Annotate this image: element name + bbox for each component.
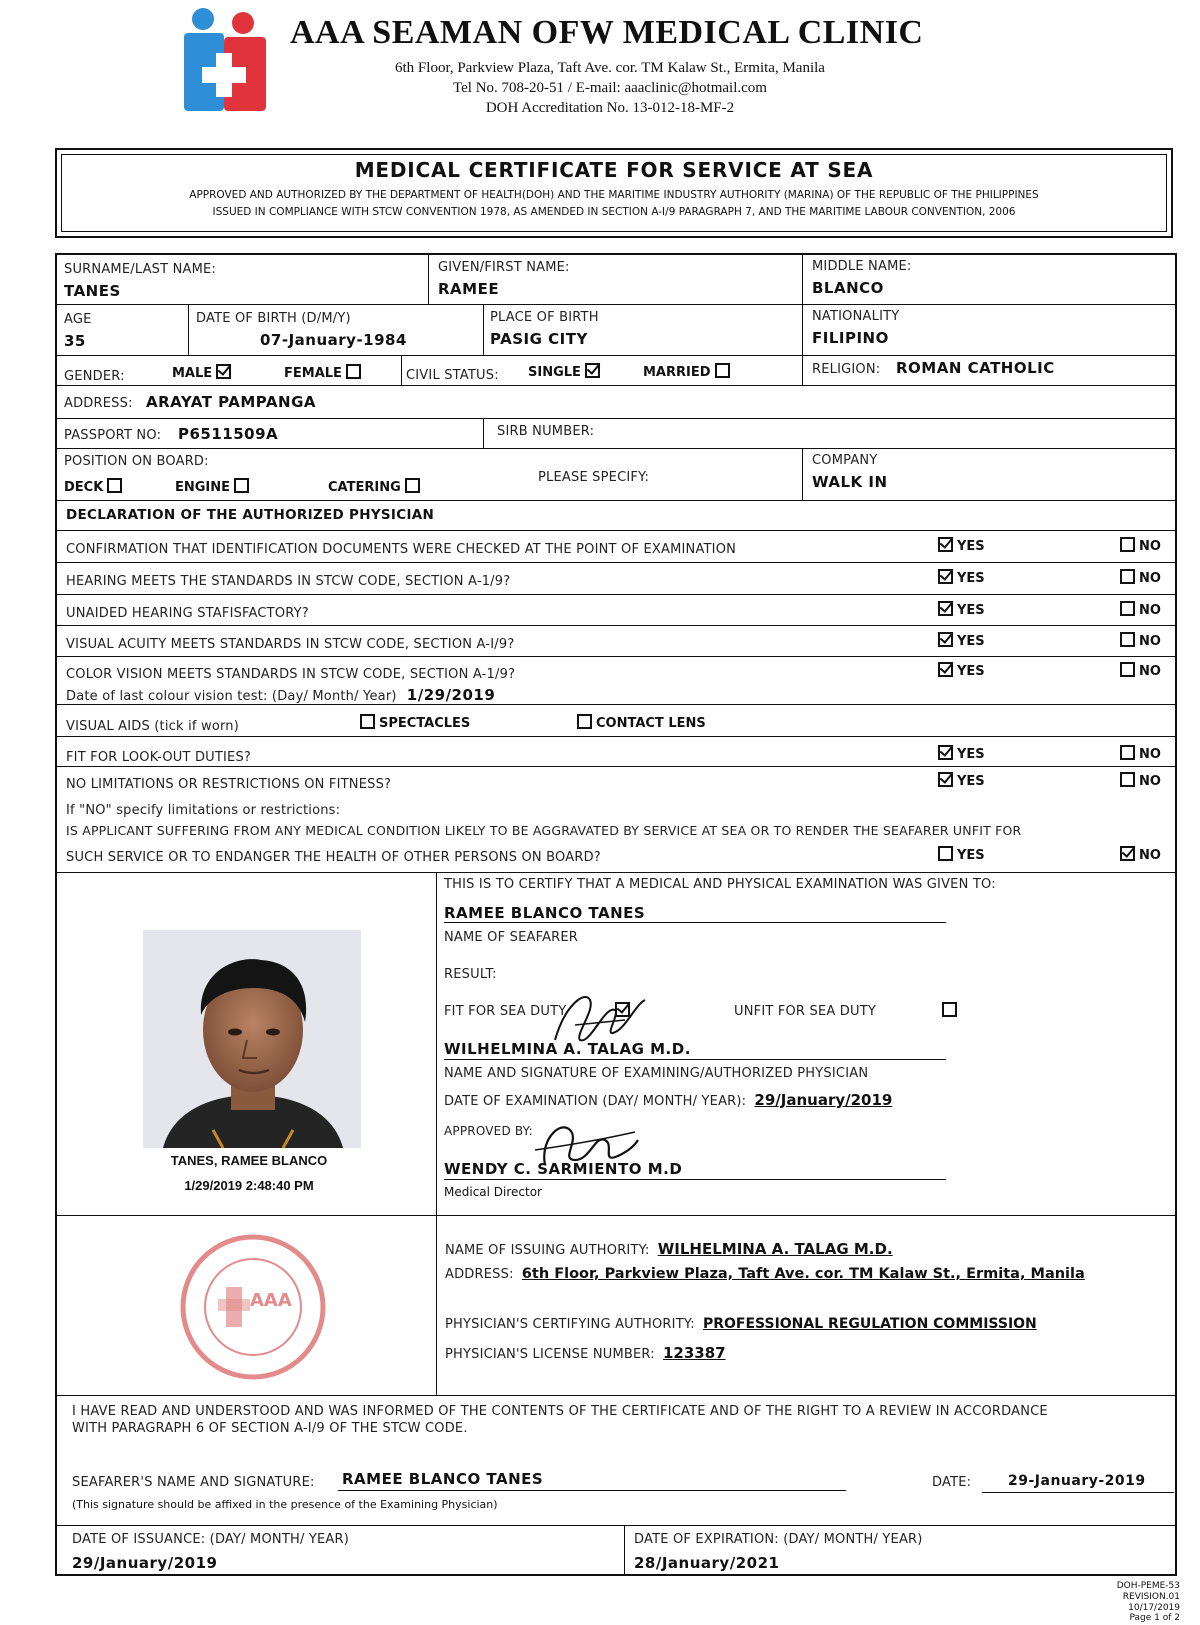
yes-label: YES bbox=[957, 774, 985, 789]
question-id-checked: CONFIRMATION THAT IDENTIFICATION DOCUMENTS WERE CHECKED AT THE POINT OF EXAMINATION bbox=[66, 542, 737, 557]
approver-name: WENDY C. SARMIENTO M.D bbox=[444, 1160, 683, 1178]
issuing-authority-row bbox=[445, 1240, 893, 1258]
limitations-specify-label: If "NO" specify limitations or restrictions: bbox=[66, 803, 341, 818]
question-unaided-hearing: UNAIDED HEARING STAFISFACTORY? bbox=[66, 606, 309, 621]
q6-yes-checkbox[interactable] bbox=[938, 745, 953, 760]
contact-lens-option[interactable] bbox=[577, 714, 706, 731]
sirb-label: SIRB NUMBER: bbox=[497, 424, 595, 439]
q5-yes-checkbox[interactable] bbox=[938, 662, 953, 677]
certifying-authority-label: PHYSICIAN'S CERTIFYING AUTHORITY: bbox=[445, 1317, 695, 1332]
yes-label: YES bbox=[957, 634, 985, 649]
page-number: Page 1 of 2 bbox=[1129, 1613, 1180, 1623]
question-lookout: FIT FOR LOOK-OUT DUTIES? bbox=[66, 750, 252, 765]
exam-date-value: 29/January/2019 bbox=[754, 1091, 893, 1109]
signature-note: (This signature should be affixed in the presence of the Examining Physician) bbox=[72, 1498, 498, 1511]
q6-no-option[interactable] bbox=[1120, 745, 1161, 762]
yes-label: YES bbox=[957, 848, 985, 863]
company-value: WALK IN bbox=[812, 473, 888, 491]
physician-name: WILHELMINA A. TALAG M.D. bbox=[444, 1040, 691, 1058]
yes-label: YES bbox=[957, 664, 985, 679]
age-label: AGE bbox=[64, 312, 92, 327]
compliance-line: ISSUED IN COMPLIANCE WITH STCW CONVENTION 1978, AS AMENDED IN SECTION A-I/9 PARAGRAPH 7, AND THE MARITIME LABOUR CONVENTION, 2006 bbox=[212, 206, 1016, 218]
gender-male-option[interactable] bbox=[172, 364, 235, 381]
q4-no-checkbox[interactable] bbox=[1120, 632, 1135, 647]
unfit-checkbox[interactable] bbox=[942, 1002, 957, 1017]
address-label: ADDRESS: bbox=[64, 396, 133, 411]
civil-married-option[interactable] bbox=[643, 363, 734, 380]
married-label: MARRIED bbox=[643, 365, 711, 380]
q8-no-checkbox[interactable] bbox=[1120, 846, 1135, 861]
color-vision-date-value: 1/29/2019 bbox=[406, 686, 496, 704]
issuing-address-label: ADDRESS: bbox=[445, 1267, 514, 1282]
q3-yes-checkbox[interactable] bbox=[938, 601, 953, 616]
spectacles-checkbox[interactable] bbox=[360, 714, 375, 729]
q2-yes-option[interactable] bbox=[938, 569, 985, 586]
q1-yes-checkbox[interactable] bbox=[938, 537, 953, 552]
passport-value: P6511509A bbox=[178, 425, 279, 443]
single-label: SINGLE bbox=[528, 365, 581, 380]
q5-no-option[interactable] bbox=[1120, 662, 1161, 679]
specify-label: PLEASE SPECIFY: bbox=[538, 470, 650, 485]
exam-date-label: DATE OF EXAMINATION (DAY/ MONTH/ YEAR): bbox=[444, 1094, 747, 1109]
form-revision-date: 10/17/2019 bbox=[1128, 1603, 1180, 1613]
yes-label: YES bbox=[957, 539, 985, 554]
q2-no-checkbox[interactable] bbox=[1120, 569, 1135, 584]
stamp-text: AAA bbox=[250, 1290, 292, 1311]
q1-no-checkbox[interactable] bbox=[1120, 537, 1135, 552]
yes-label: YES bbox=[957, 747, 985, 762]
color-vision-date-label: Date of last colour vision test: (Day/ Month/ Year) bbox=[66, 689, 397, 704]
q7-no-checkbox[interactable] bbox=[1120, 772, 1135, 787]
certifying-authority-value: PROFESSIONAL REGULATION COMMISSION bbox=[702, 1316, 1037, 1332]
authority-line: APPROVED AND AUTHORIZED BY THE DEPARTMENT OF HEALTH(DOH) AND THE MARITIME INDUSTRY AUTHORITY (MARINA) OF THE REPUBLIC OF THE PHILIPPINES bbox=[189, 189, 1039, 201]
q4-yes-checkbox[interactable] bbox=[938, 632, 953, 647]
q3-no-checkbox[interactable] bbox=[1120, 601, 1135, 616]
q6-no-checkbox[interactable] bbox=[1120, 745, 1135, 760]
passport-label: PASSPORT NO: bbox=[64, 428, 162, 443]
position-engine-option[interactable] bbox=[175, 478, 253, 495]
position-deck-option[interactable] bbox=[64, 478, 126, 495]
clinic-contact: Tel No. 708-20-51 / E-mail: aaaclinic@hotmail.com bbox=[453, 80, 767, 96]
catering-checkbox[interactable] bbox=[405, 478, 420, 493]
q8-yes-option[interactable] bbox=[938, 846, 985, 863]
q3-yes-option[interactable] bbox=[938, 601, 985, 618]
q2-no-option[interactable] bbox=[1120, 569, 1161, 586]
q4-no-option[interactable] bbox=[1120, 632, 1161, 649]
fit-label: FIT FOR SEA DUTY bbox=[444, 1004, 567, 1019]
no-label: NO bbox=[1139, 539, 1161, 554]
pob-value: PASIG CITY bbox=[490, 330, 588, 348]
no-label: NO bbox=[1139, 634, 1161, 649]
middle-name-value: BLANCO bbox=[812, 279, 884, 297]
q7-no-option[interactable] bbox=[1120, 772, 1161, 789]
spectacles-option[interactable] bbox=[360, 714, 470, 731]
q3-no-option[interactable] bbox=[1120, 601, 1161, 618]
acknowledgement-line2: WITH PARAGRAPH 6 OF SECTION A-I/9 OF THE STCW CODE. bbox=[72, 1421, 468, 1436]
seafarer-signature-label: SEAFARER'S NAME AND SIGNATURE: bbox=[72, 1475, 315, 1490]
question-color-vision: COLOR VISION MEETS STANDARDS IN STCW CODE, SECTION A-1/9? bbox=[66, 667, 516, 682]
q1-no-option[interactable] bbox=[1120, 537, 1161, 554]
seafarer-name-value: RAMEE BLANCO TANES bbox=[444, 904, 646, 922]
clinic-accreditation: DOH Accreditation No. 13-012-18-MF-2 bbox=[485, 100, 735, 116]
single-checkbox[interactable] bbox=[585, 363, 600, 378]
company-label: COMPANY bbox=[812, 453, 878, 468]
given-name-label: GIVEN/FIRST NAME: bbox=[438, 260, 570, 275]
result-label: RESULT: bbox=[444, 967, 497, 982]
license-number-label: PHYSICIAN'S LICENSE NUMBER: bbox=[445, 1347, 655, 1362]
license-number-value: 123387 bbox=[662, 1344, 726, 1362]
question-no-limitations: NO LIMITATIONS OR RESTRICTIONS ON FITNESS? bbox=[66, 777, 392, 792]
seafarer-name-label: NAME OF SEAFARER bbox=[444, 930, 579, 945]
q6-yes-option[interactable] bbox=[938, 745, 985, 762]
surname-label: SURNAME/LAST NAME: bbox=[64, 262, 217, 277]
unfit-label: UNFIT FOR SEA DUTY bbox=[734, 1004, 876, 1019]
contact-lens-checkbox[interactable] bbox=[577, 714, 592, 729]
deck-checkbox[interactable] bbox=[107, 478, 122, 493]
approver-title: Medical Director bbox=[444, 1185, 542, 1199]
nationality-label: NATIONALITY bbox=[812, 309, 900, 324]
civil-status-label: CIVIL STATUS: bbox=[406, 368, 499, 383]
approved-by-label: APPROVED BY: bbox=[444, 1124, 533, 1138]
gender-label: GENDER: bbox=[64, 369, 125, 384]
q8-yes-checkbox[interactable] bbox=[938, 846, 953, 861]
engine-label: ENGINE bbox=[175, 480, 231, 495]
issuing-authority-value: WILHELMINA A. TALAG M.D. bbox=[657, 1240, 893, 1258]
female-label: FEMALE bbox=[284, 366, 342, 381]
q4-yes-option[interactable] bbox=[938, 632, 985, 649]
photo-caption-timestamp: 1/29/2019 2:48:40 PM bbox=[184, 1178, 314, 1193]
religion-label: RELIGION: bbox=[812, 362, 881, 377]
yes-label: YES bbox=[957, 603, 985, 618]
physician-name-label: NAME AND SIGNATURE OF EXAMINING/AUTHORIZED PHYSICIAN bbox=[444, 1066, 869, 1081]
civil-single-option[interactable] bbox=[528, 363, 604, 380]
q5-no-checkbox[interactable] bbox=[1120, 662, 1135, 677]
position-catering-option[interactable] bbox=[328, 478, 424, 495]
q8-no-option[interactable] bbox=[1120, 846, 1161, 863]
certificate-title: MEDICAL CERTIFICATE FOR SERVICE AT SEA bbox=[354, 158, 874, 182]
pob-label: PLACE OF BIRTH bbox=[490, 310, 599, 325]
q5-yes-option[interactable] bbox=[938, 662, 985, 679]
dob-label: DATE OF BIRTH (D/M/Y) bbox=[196, 311, 351, 326]
no-label: NO bbox=[1139, 774, 1161, 789]
clinic-name: AAA SEAMAN OFW MEDICAL CLINIC bbox=[290, 14, 924, 51]
visual-aids-label: VISUAL AIDS (tick if worn) bbox=[66, 719, 240, 734]
color-vision-date-row bbox=[66, 686, 495, 704]
seafarer-photo bbox=[143, 930, 361, 1148]
no-label: NO bbox=[1139, 747, 1161, 762]
gender-female-option[interactable] bbox=[284, 364, 365, 381]
photo-caption-name: TANES, RAMEE BLANCO bbox=[170, 1153, 328, 1168]
license-number-row bbox=[445, 1344, 726, 1362]
clinic-address: 6th Floor, Parkview Plaza, Taft Ave. cor. TM Kalaw St., Ermita, Manila bbox=[395, 60, 825, 76]
seafarer-signature-name: RAMEE BLANCO TANES bbox=[342, 1470, 544, 1488]
acknowledgement-line1: I HAVE READ AND UNDERSTOOD AND WAS INFORMED OF THE CONTENTS OF THE CERTIFICATE AND OF THE RIGHT TO A REVIEW IN ACCORDANCE bbox=[72, 1404, 1048, 1419]
question-hearing: HEARING MEETS THE STANDARDS IN STCW CODE, SECTION A-1/9? bbox=[66, 574, 511, 589]
male-checkbox[interactable] bbox=[216, 364, 231, 379]
deck-label: DECK bbox=[64, 480, 104, 495]
q2-yes-checkbox[interactable] bbox=[938, 569, 953, 584]
contact-lens-label: CONTACT LENS bbox=[596, 716, 706, 731]
middle-name-label: MIDDLE NAME: bbox=[812, 259, 912, 274]
female-checkbox[interactable] bbox=[346, 364, 361, 379]
age-value: 35 bbox=[64, 332, 86, 350]
q7-yes-checkbox[interactable] bbox=[938, 772, 953, 787]
issuing-authority-label: NAME OF ISSUING AUTHORITY: bbox=[445, 1243, 650, 1258]
dob-value: 07-January-1984 bbox=[260, 331, 407, 349]
no-label: NO bbox=[1139, 664, 1161, 679]
question-medical-condition-line2: SUCH SERVICE OR TO ENDANGER THE HEALTH OF OTHER PERSONS ON BOARD? bbox=[66, 850, 601, 865]
nationality-value: FILIPINO bbox=[812, 329, 889, 347]
issuing-address-value: 6th Floor, Parkview Plaza, Taft Ave. cor. TM Kalaw St., Ermita, Manila bbox=[521, 1266, 1085, 1282]
issuing-address-row bbox=[445, 1266, 1085, 1282]
q1-yes-option[interactable] bbox=[938, 537, 985, 554]
form-revision: REVISION.01 bbox=[1122, 1592, 1180, 1602]
ack-date-value: 29-January-2019 bbox=[1008, 1473, 1146, 1489]
position-label: POSITION ON BOARD: bbox=[64, 454, 209, 469]
declaration-heading: DECLARATION OF THE AUTHORIZED PHYSICIAN bbox=[66, 507, 435, 523]
male-label: MALE bbox=[172, 366, 213, 381]
certify-intro: THIS IS TO CERTIFY THAT A MEDICAL AND PHYSICAL EXAMINATION WAS GIVEN TO: bbox=[444, 877, 996, 892]
married-checkbox[interactable] bbox=[715, 363, 730, 378]
surname-value: TANES bbox=[64, 282, 121, 300]
expiration-date-label: DATE OF EXPIRATION: (DAY/ MONTH/ YEAR) bbox=[634, 1532, 923, 1547]
exam-date-row bbox=[444, 1091, 892, 1109]
unfit-for-sea-duty-option[interactable] bbox=[734, 1002, 961, 1019]
expiration-date-value: 28/January/2021 bbox=[634, 1554, 780, 1572]
yes-label: YES bbox=[957, 571, 985, 586]
no-label: NO bbox=[1139, 848, 1161, 863]
issuance-date-label: DATE OF ISSUANCE: (DAY/ MONTH/ YEAR) bbox=[72, 1532, 350, 1547]
form-code: DOH-PEME-53 bbox=[1116, 1581, 1180, 1591]
catering-label: CATERING bbox=[328, 480, 401, 495]
issuance-date-value: 29/January/2019 bbox=[72, 1554, 218, 1572]
spectacles-label: SPECTACLES bbox=[379, 716, 471, 731]
question-medical-condition-line1: IS APPLICANT SUFFERING FROM ANY MEDICAL CONDITION LIKELY TO BE AGGRAVATED BY SERVICE AT SEA OR TO RENDER THE SEAFARER UNFIT FOR bbox=[66, 823, 1022, 838]
address-value: ARAYAT PAMPANGA bbox=[146, 393, 317, 411]
ack-date-label: DATE: bbox=[932, 1475, 972, 1490]
engine-checkbox[interactable] bbox=[234, 478, 249, 493]
q7-yes-option[interactable] bbox=[938, 772, 985, 789]
no-label: NO bbox=[1139, 571, 1161, 586]
given-name-value: RAMEE bbox=[438, 280, 500, 298]
certifying-authority-row bbox=[445, 1316, 1037, 1332]
question-visual-acuity: VISUAL ACUITY MEETS STANDARDS IN STCW CODE, SECTION A-I/9? bbox=[66, 637, 515, 652]
no-label: NO bbox=[1139, 603, 1161, 618]
religion-value: ROMAN CATHOLIC bbox=[896, 359, 1055, 377]
